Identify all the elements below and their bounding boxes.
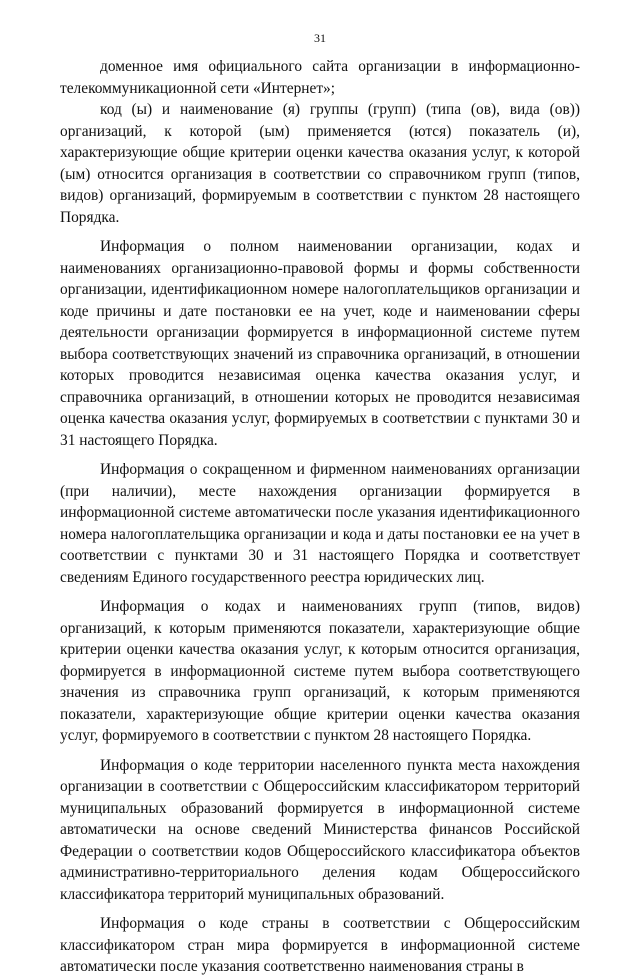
document-body xyxy=(60,56,580,978)
paragraph-full-name-info: Информация о полном наименовании организации, кодах и наименованиях организационно-правовой формы и формы собственности организации, идентификационном номере налогоплательщиков организации и коде причины и дате постановки ее на учет, коде и наименовании сферы деятельности организации формируется в информационной системе путем выбора соответствующих значений из справочника организаций, в отношении которых проводится независимая оценка качества оказания услуг, и справочника организаций, в отношении которых не проводится независимая оценка качества оказания услуг, формируемых в соответствии с пунктами 30 и 31 настоящего Порядка. xyxy=(60,238,580,449)
paragraph-short-name-info: Информация о сокращенном и фирменном наименованиях организации (при наличии), месте нахождения организации формируется в информационной системе автоматически после указания идентификационного номера налогоплательщика организации и кода и даты постановки ее на учет в соответствии с пунктами 30 и 31 настоящего Порядка и соответствует сведениям Единого государственного реестра юридических лиц. xyxy=(60,461,580,586)
page-number: 31 xyxy=(314,31,326,45)
paragraph-country-code-info: Информация о коде страны в соответствии с Общероссийским классификатором стран мира формируется в информационной системе автоматически после указания соответственно наименования страны в xyxy=(60,915,580,975)
paragraph-domain-name: доменное имя официального сайта организации в информационно-телекоммуникационной сети «Интернет»; xyxy=(60,58,580,97)
paragraph-group-info: Информация о кодах и наименованиях групп (типов, видов) организаций, к которым применяются показатели, характеризующие общие критерии оценки качества оказания услуг, к которым относится организация, формируется в информационной системе путем выбора соответствующего значения из справочника групп организаций, к которым применяются показатели, характеризующие общие критерии оценки качества оказания услуг, формируемого в соответствии с пунктом 28 настоящего Порядка. xyxy=(60,598,580,744)
paragraph-group-codes: код (ы) и наименование (я) группы (групп) (типа (ов), вида (ов)) организаций, к которой (ым) применяется (ются) показатель (и), характеризующие общие критерии оценки качества оказания услуг, к которой (ым) относится организация в соответствии со справочником групп (типов, видов) организаций, формируемым в соответствии с пунктом 28 настоящего Порядка. xyxy=(60,101,580,226)
paragraph-territory-code-info: Информация о коде территории населенного пункта места нахождения организации в соответствии с Общероссийским классификатором территорий муниципальных образований формируется в информационной системе автоматически на основе сведений Министерства финансов Российской Федерации о соответствии кодов Общероссийского классификатора объектов административно-территориального деления кодам Общероссийского классификатора территорий муниципальных образований. xyxy=(60,756,580,903)
